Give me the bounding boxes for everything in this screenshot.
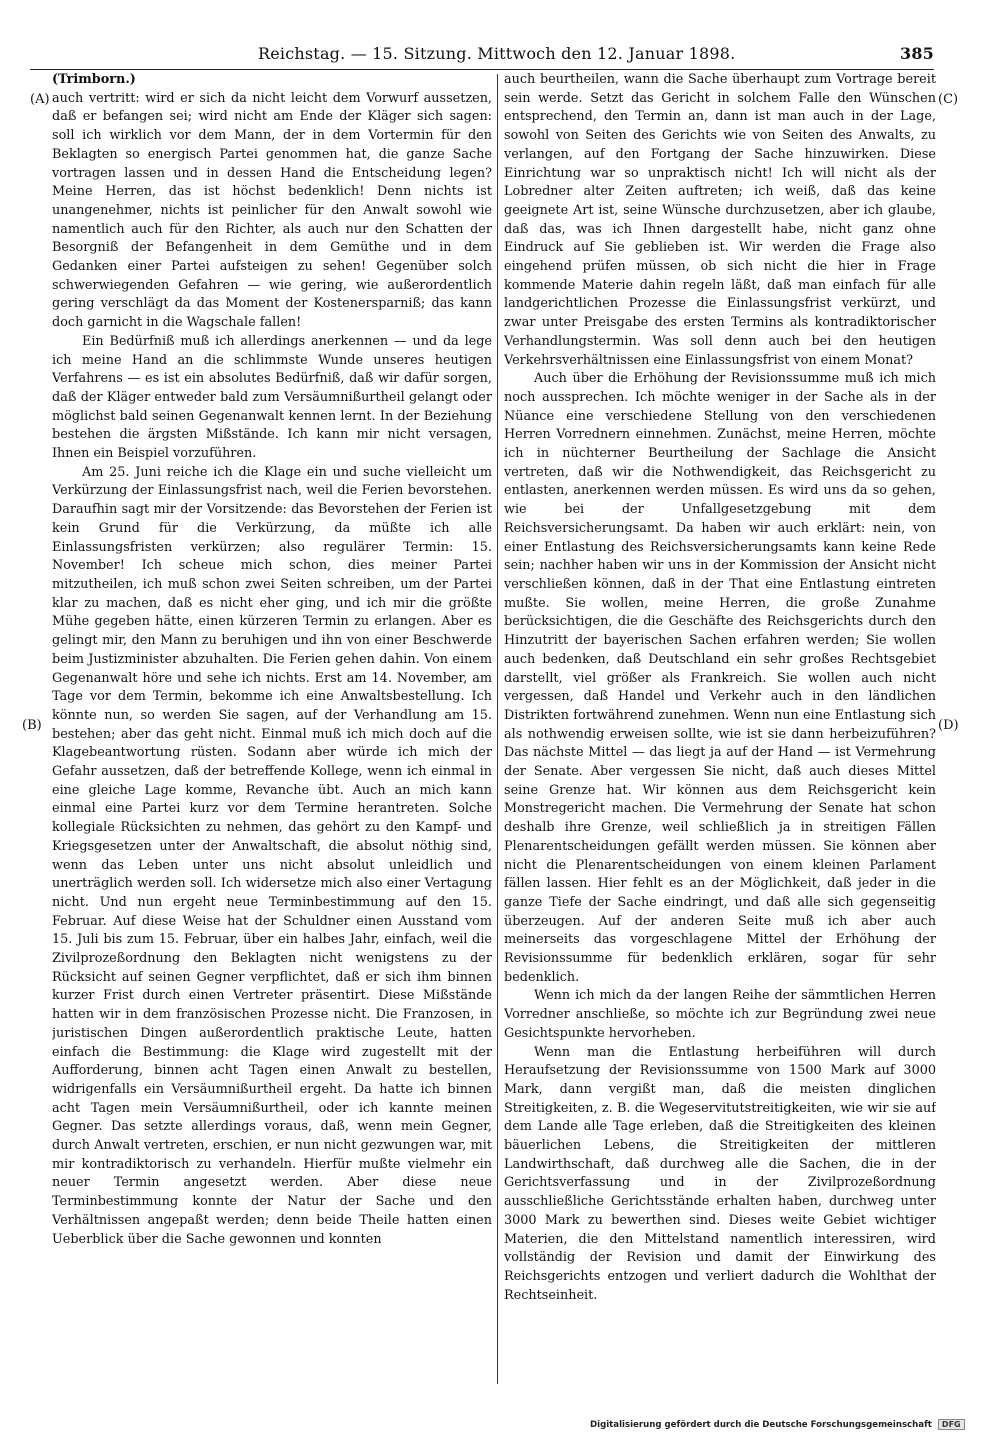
margin-marker-a: (A) bbox=[30, 92, 50, 107]
left-column bbox=[52, 71, 492, 1391]
paragraph: Am 25. Juni reiche ich die Klage ein und suche vielleicht um Verkürzung der Einlassungsfrist nach, weil die Ferien bevorstehen. Daraufhin sagt mir der Vorsitzende: das Bevorstehen der Ferien ist kein Grund für die Verkürzung, da müßte ich alle Einlassungsfristen verkürzen; also regulärer Termin: 15. November! Ich scheue mich schon, dies meiner Partei mitzutheilen, ich muß schon zwei Seiten schreiben, um der Partei klar zu machen, daß es nicht eher ging, und ich mir die größte Mühe gegeben hätte, einen kürzeren Termin zu erlangen. Aber es gelingt mir, den Mann zu beruhigen und ihn von einer Beschwerde beim Justizminister abzuhalten. Die Ferien gehen dahin. Von einem Gegenanwalt höre und sehe ich nichts. Erst am 14. November, am Tage vor dem Termin, bekomme ich eine Anwaltsbestellung. Ich könnte nun, so werden Sie sagen, auf der Verhandlung am 15. bestehen; aber das geht nicht. Einmal muß ich mich doch auf die Klagebeantwortung rüsten. Sodann aber würde ich mich der Gefahr aussetzen, daß der betreffende Kollege, wenn ich einmal in eine gleiche Lage komme, Revanche übt. Auch an mich kann einmal eine Partei kurz vor dem Termine herantreten. Solche kollegiale Rücksichten zu nehmen, das gehört zu den Kampf- und Kriegsgesetzen unter der Anwaltschaft, die absolut nöthig sind, wenn das Leben unter uns nicht absolut unleidlich und unerträglich werden soll. Ich widersetze mich also einer Vertagung nicht. Und nun ergeht neue Terminbestimmung auf den 15. Februar. Auf diese Weise hat der Schuldner einen Ausstand vom 15. Juli bis zum 15. Februar, über ein halbes Jahr, einfach, weil die Zivilprozeßordnung den Beklagten nicht wenigstens zu der Rücksicht auf seinen Gegner verpflichtet, daß er sich ihm binnen kurzer Frist durch einen Vertreter präsentirt. Diese Mißstände hatten wir in dem französischen Prozesse nicht. Die Franzosen, in juristischen Dingen außerordentlich praktische Leute, hatten einfach die Bestimmung: die Klage wird zugestellt mit der Aufforderung, binnen acht Tagen einen Anwalt zu bestellen, widrigenfalls ein Versäumnißurtheil ergeht. Da hatte ich binnen acht Tagen mein Versäumnißurtheil, oder ich kannte meinen Gegner. Das setzte allerdings voraus, daß, wenn mein Gegner, durch Anwalt vertreten, erschien, er nun nicht gezwungen war, mit mir kontradiktorisch zu verhandeln. Hierfür mußte vielmehr ein neuer Termin angesetzt werden. Aber diese neue Terminbestimmung konnte der Natur der Sache und den Verhältnissen angepaßt werden; denn beide Theile hatten einen Ueberblick über die Sache gewonnen und konnten bbox=[52, 464, 492, 1247]
paragraph: auch vertritt: wird er sich da nicht leicht dem Vorwurf aussetzen, daß er befangen sei; wird nicht am Ende der Kläger sich sagen: soll ich wirklich vor dem Mann, der in dem Vortermin für den Beklagten so energisch Partei genommen hat, die ganze Sache vortragen lassen und in dessen Hand die Entscheidung legen? Meine Herren, das ist höchst bedenklich! Denn nichts ist unangenehmer, nichts ist peinlicher für den Anwalt sowohl wie namentlich auch für den Richter, als auch nur den Schatten der Besorgniß der Befangenheit in dem Gemüthe und in dem Gedanken einer Partei aufsteigen zu sehen! Gegenüber solch schwerwiegenden Gefahren — wie gering, wie außerordentlich gering verschlägt da das Moment der Kostenersparniß; das kann doch garnicht in die Wagschale fallen! bbox=[52, 90, 492, 331]
margin-marker-b: (B) bbox=[22, 718, 42, 733]
margin-marker-c: (C) bbox=[938, 92, 959, 107]
paragraph: auch beurtheilen, wann die Sache überhaupt zum Vortrage bereit sein werde. Setzt das Gericht in solchem Falle den Wünschen entsprechend, den Termin an, dann ist man auch in der Lage, sowohl von Seiten des Gerichts wie von Seiten des Anwalts, zu verlangen, auf den Fortgang der Sache hinzuwirken. Diese Einrichtung war so unpraktisch nicht! Ich will nicht als der Lobredner alter Zeiten auftreten; ich weiß, daß das keine geeignete Art ist, seine Wünsche durchzusetzen, aber ich glaube, daß das, was ich Ihnen dargestellt habe, nicht ganz ohne Eindruck auf Sie geblieben ist. Wir werden die Frage also eingehend prüfen müssen, ob sich nicht die hier in Frage kommende Materie dahin regeln läßt, daß man einfach für alle landgerichtlichen Prozesse die Einlassungsfrist verkürzt, und zwar unter Preisgabe des ersten Termins als kontradiktorischer Verhandlungstermin. Was soll denn auch bei den heutigen Verkehrsverhältnissen eine Einlassungsfrist von einem Monat? bbox=[504, 72, 936, 368]
header-rule bbox=[30, 69, 934, 70]
footer-text: Digitalisierung gefördert durch die Deutsche Forschungsgemeinschaft bbox=[590, 1420, 932, 1430]
column-divider bbox=[497, 74, 498, 1384]
running-title: Reichstag. — 15. Sitzung. Mittwoch den 12. Januar 1898. bbox=[258, 44, 736, 63]
margin-marker-d: (D) bbox=[938, 718, 959, 733]
paragraph: Wenn man die Entlastung herbeiführen will durch Heraufsetzung der Revisionssumme von 1500 Mark auf 3000 Mark, dann vergißt man, daß die meisten dinglichen Streitigkeiten, z. B. die Wegeservitutstreitigkeiten, wie wir sie auf dem Lande alle Tage erleben, daß die Streitigkeiten des kleinen bäuerlichen Lebens, die Streitigkeiten der mittleren Landwirthschaft, daß durchweg alle die Sachen, die in der Gerichtsverfassung und in der Zivilprozeßordnung ausschließliche Gerichtsstände erhalten haben, durchweg unter 3000 Mark zu bewerthen sind. Dieses weite Gebiet wichtiger Materien, die den Mittelstand namentlich interessiren, wird vollständig der Revision und damit der Einwirkung des Reichsgerichts entzogen und verliert dadurch die Wohlthat der Rechtseinheit. bbox=[504, 1044, 936, 1303]
right-column bbox=[504, 71, 936, 1391]
paragraph: Wenn ich mich da der langen Reihe der sämmtlichen Herren Vorredner anschließe, so möchte ich zur Begründung zwei neue Gesichtspunkte hervorheben. bbox=[504, 988, 936, 1041]
speaker-name: (Trimborn.) bbox=[52, 72, 136, 87]
page-header bbox=[258, 44, 934, 68]
digitization-footer bbox=[590, 1419, 970, 1430]
paragraph: Auch über die Erhöhung der Revisionssumme muß ich mich noch aussprechen. Ich möchte weniger in der Sache als in der Nüance eine verschiedene Stellung von den verschiedenen Herren Vorrednern einnehmen. Zunächst, meine Herren, möchte ich in nüchterner Beurtheilung der Sachlage die Ansicht vertreten, daß wir die Nothwendigkeit, das Reichsgericht zu entlasten, anerkennen werden müssen. Es wird uns da so gehen, wie bei der Unfallgesetzgebung mit dem Reichsversicherungsamt. Da haben wir auch erklärt: nein, von einer Entlastung des Reichsversicherungsamts kann keine Rede sein; nachher haben wir uns in der Kommission der Ansicht nicht verschließen können, daß in der That eine Entlastung eintreten mußte. Sie wollen, meine Herren, die große Zunahme berücksichtigen, die die Geschäfte des Reichsgerichts durch den Hinzutritt der bayerischen Sachen erfahren werden; Sie wollen auch bedenken, daß Deutschland ein sehr großes Rechtsgebiet darstellt, viel größer als Frankreich. Sie wollen auch nicht vergessen, daß Handel und Verkehr auch in den ländlichen Distrikten fortwährend zunehmen. Wenn nun eine Entlastung sich als nothwendig erweisen sollte, wie ist sie dann herbeizuführen? Das nächste Mittel — das liegt ja auf der Hand — ist Vermehrung der Senate. Aber vergessen Sie nicht, daß auch dieses Mittel seine Grenze hat. Wir können aus dem Reichsgericht kein Monstregericht machen. Die Vermehrung der Senate hat schon deshalb ihre Grenze, weil schließlich ja in streitigen Fällen Plenarentscheidungen gefällt werden müssen. Sie können aber nicht die Plenarentscheidungen von einem kleinen Parlament fällen lassen. Hier fehlt es an der Möglichkeit, daß jeder in die ganze Tiefe der Sache eindringt, und daß alle sich gegenseitig überzeugen. Auf der anderen Seite muß ich aber auch meinerseits das vorgeschlagene Mittel der Erhöhung der Revisionssumme für bedenklich erklären, sogar für sehr bedenklich. bbox=[504, 371, 936, 985]
paragraph: Ein Bedürfniß muß ich allerdings anerkennen — und da lege ich meine Hand an die schlimmste Wunde unseres heutigen Verfahrens — es ist ein absolutes Bedürfniß, daß wir dafür sorgen, daß der Kläger entweder bald zum Versäumnißurtheil gelangt oder möglichst bald seinen Gegenanwalt kennen lernt. In der Beziehung bestehen die ärgsten Mißstände. Ich kann mir nicht versagen, Ihnen ein Beispiel vorzuführen. bbox=[52, 333, 492, 462]
dfg-logo-icon: DFG bbox=[938, 1419, 965, 1430]
page-number: 385 bbox=[900, 44, 934, 63]
